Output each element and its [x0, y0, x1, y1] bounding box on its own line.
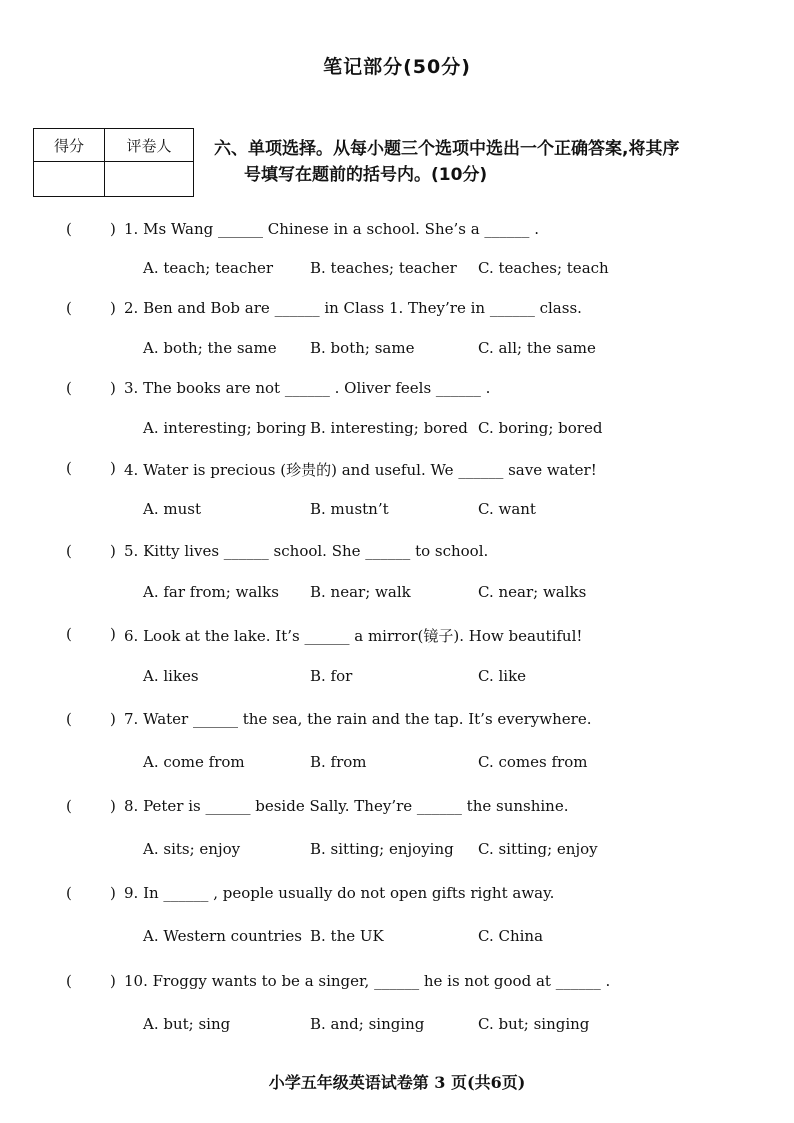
option-b: B. and; singing [310, 1015, 425, 1033]
option-a: A. interesting; boring [143, 419, 307, 437]
answer-paren-close: ) [110, 379, 116, 397]
answer-paren-open[interactable]: ( [66, 972, 72, 990]
option-c: C. boring; bored [478, 419, 603, 437]
answer-paren-open[interactable]: ( [66, 459, 72, 477]
option-b: B. both; same [310, 339, 415, 357]
question-stem: 5. Kitty lives ______ school. She ______ to school. [124, 542, 489, 560]
score-table [33, 128, 194, 197]
question-stem: 4. Water is precious (珍贵的) and useful. We ______ save water! [124, 461, 597, 479]
option-b: B. mustn’t [310, 500, 389, 518]
option-b: B. from [310, 753, 367, 771]
answer-paren-close: ) [110, 459, 116, 477]
question-stem: 9. In ______ , people usually do not open gifts right away. [124, 884, 555, 902]
option-a: A. come from [143, 753, 245, 771]
option-c: C. sitting; enjoy [478, 840, 598, 858]
grader-label: 评卷人 [105, 129, 194, 162]
answer-paren-open[interactable]: ( [66, 379, 72, 397]
option-c: C. but; singing [478, 1015, 590, 1033]
score-label: 得分 [34, 129, 105, 162]
option-a: A. must [143, 500, 201, 518]
answer-paren-close: ) [110, 542, 116, 560]
answer-paren-open[interactable]: ( [66, 625, 72, 643]
option-b: B. the UK [310, 927, 384, 945]
option-b: B. for [310, 667, 353, 685]
option-c: C. like [478, 667, 527, 685]
option-a: A. likes [143, 667, 199, 685]
section-instructions [214, 136, 754, 188]
answer-paren-close: ) [110, 884, 116, 902]
section-instructions-line1: 六、单项选择。从每小题三个选项中选出一个正确答案,将其序 [214, 139, 680, 159]
question-stem: 10. Froggy wants to be a singer, ______ he is not good at ______ . [124, 972, 611, 990]
answer-paren-close: ) [110, 710, 116, 728]
grader-cell[interactable] [105, 162, 194, 197]
question-stem: 7. Water ______ the sea, the rain and the tap. It’s everywhere. [124, 710, 592, 728]
option-c: C. China [478, 927, 544, 945]
question-stem: 8. Peter is ______ beside Sally. They’re ______ the sunshine. [124, 797, 569, 815]
answer-paren-close: ) [110, 220, 116, 238]
option-a: A. sits; enjoy [143, 840, 241, 858]
option-b: B. near; walk [310, 583, 411, 601]
answer-paren-close: ) [110, 625, 116, 643]
option-c: C. want [478, 500, 536, 518]
answer-paren-close: ) [110, 972, 116, 990]
option-a: A. Western countries [143, 927, 302, 945]
answer-paren-open[interactable]: ( [66, 542, 72, 560]
option-a: A. both; the same [143, 339, 277, 357]
option-b: B. teaches; teacher [310, 259, 457, 277]
page-title: 笔记部分(50分) [323, 56, 471, 78]
answer-paren-close: ) [110, 797, 116, 815]
option-c: C. all; the same [478, 339, 596, 357]
answer-paren-open[interactable]: ( [66, 299, 72, 317]
option-c: C. comes from [478, 753, 588, 771]
option-a: A. teach; teacher [143, 259, 274, 277]
question-stem: 6. Look at the lake. It’s ______ a mirror(镜子). How beautiful! [124, 627, 583, 645]
option-a: A. far from; walks [143, 583, 279, 601]
option-b: B. interesting; bored [310, 419, 468, 437]
section-instructions-line2: 号填写在题前的括号内。(10分) [244, 165, 488, 185]
option-a: A. but; sing [143, 1015, 231, 1033]
option-c: C. teaches; teach [478, 259, 609, 277]
answer-paren-open[interactable]: ( [66, 884, 72, 902]
answer-paren-close: ) [110, 299, 116, 317]
score-cell[interactable] [34, 162, 105, 197]
option-c: C. near; walks [478, 583, 587, 601]
page-footer: 小学五年级英语试卷第 3 页(共6页) [268, 1073, 526, 1092]
question-stem: 1. Ms Wang ______ Chinese in a school. She’s a ______ . [124, 220, 539, 238]
option-b: B. sitting; enjoying [310, 840, 454, 858]
answer-paren-open[interactable]: ( [66, 710, 72, 728]
answer-paren-open[interactable]: ( [66, 220, 72, 238]
question-stem: 3. The books are not ______ . Oliver feels ______ . [124, 379, 491, 397]
question-stem: 2. Ben and Bob are ______ in Class 1. They’re in ______ class. [124, 299, 582, 317]
answer-paren-open[interactable]: ( [66, 797, 72, 815]
